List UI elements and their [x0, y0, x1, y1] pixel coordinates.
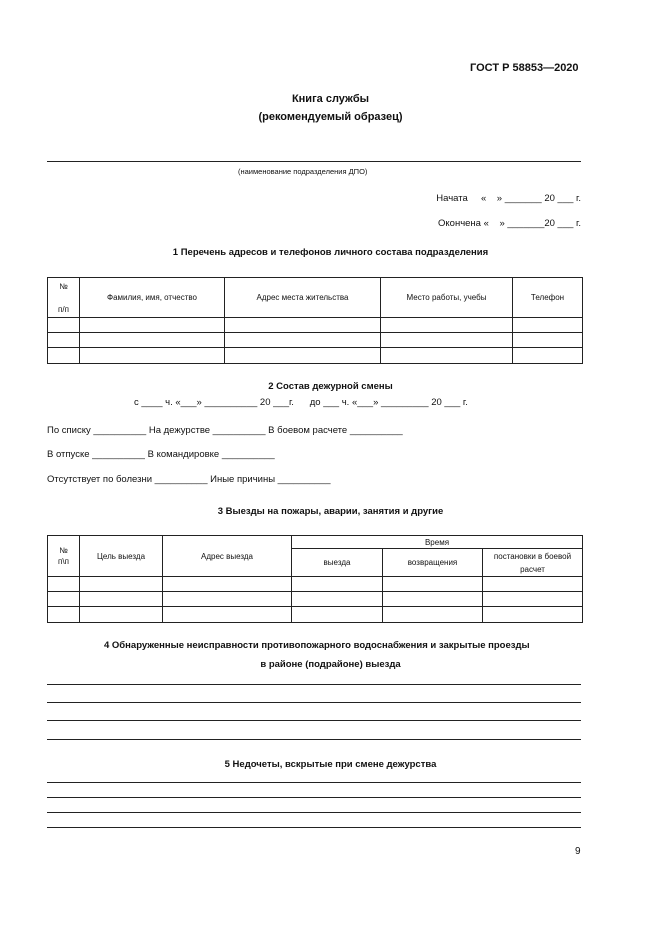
section3-heading: 3 Выезды на пожары, аварии, занятия и другие [217, 506, 444, 517]
roster-line-1: По списку __________ На дежурстве __________ В боевом расчете __________ [47, 425, 403, 436]
page-subtitle: (рекомендуемый образец) [258, 111, 403, 123]
document-id: ГОСТ Р 58853—2020 [470, 62, 579, 74]
page-number: 9 [575, 846, 581, 857]
table-cell[interactable] [292, 607, 383, 623]
table-cell[interactable] [225, 333, 381, 348]
table-cell[interactable] [483, 577, 583, 592]
col-ready-line1: постановки в боевой [493, 551, 572, 561]
col-number-header [48, 536, 80, 577]
section2-heading: 2 Состав дежурной смены [268, 381, 393, 392]
writing-line[interactable] [47, 827, 581, 828]
col-departure-header: выезда [292, 549, 383, 577]
col-number-header [48, 278, 80, 318]
org-name-caption: (наименование подразделения ДПО) [238, 167, 368, 176]
col-number-line1: № [59, 281, 68, 291]
table-cell[interactable] [381, 348, 513, 364]
table-cell[interactable] [383, 577, 483, 592]
table-row [48, 348, 583, 364]
table-cell[interactable] [163, 577, 292, 592]
table-row [48, 607, 583, 623]
page-title: Книга службы [291, 93, 370, 105]
col-return-header: возвращения [383, 549, 483, 577]
table-cell[interactable] [513, 333, 583, 348]
table-cell[interactable] [48, 348, 80, 364]
col-ready-header [483, 549, 583, 577]
table-cell[interactable] [80, 577, 163, 592]
col-time-header: Время [292, 536, 583, 549]
table-row [48, 333, 583, 348]
table-cell[interactable] [381, 333, 513, 348]
shift-period: с ____ ч. «___» __________ 20 ___г. до ___ ч. «___» _________ 20 ___ г. [134, 397, 468, 408]
table-cell[interactable] [48, 333, 80, 348]
table-cell[interactable] [383, 607, 483, 623]
table-cell[interactable] [381, 318, 513, 333]
writing-line[interactable] [47, 702, 581, 703]
roster-line-2: В отпуске __________ В командировке __________ [47, 449, 275, 460]
table-header-row [48, 536, 583, 549]
table-cell[interactable] [163, 592, 292, 607]
org-name-line [47, 161, 581, 162]
personnel-table [47, 277, 583, 364]
col-address-header: Адрес выезда [163, 536, 292, 577]
started-date: Начата « » _______ 20 ___ г. [436, 193, 581, 204]
dispatch-table [47, 535, 583, 623]
col-address-header: Адрес места жительства [225, 278, 381, 318]
table-cell[interactable] [483, 607, 583, 623]
table-cell[interactable] [383, 592, 483, 607]
col-work-header: Место работы, учебы [381, 278, 513, 318]
table-cell[interactable] [80, 333, 225, 348]
table-cell[interactable] [48, 592, 80, 607]
writing-line[interactable] [47, 812, 581, 813]
table-row [48, 577, 583, 592]
table-cell[interactable] [292, 577, 383, 592]
table-row [48, 318, 583, 333]
table-cell[interactable] [225, 348, 381, 364]
col-number-line2: п/п [58, 304, 69, 314]
section1-heading: 1 Перечень адресов и телефонов личного состава подразделения [172, 247, 489, 258]
table-cell[interactable] [80, 318, 225, 333]
table-header-row [48, 278, 583, 318]
writing-line[interactable] [47, 797, 581, 798]
col-number-line1: № [59, 546, 68, 555]
table-cell[interactable] [292, 592, 383, 607]
ended-date: Окончена « » _______20 ___ г. [438, 218, 581, 229]
section5-heading: 5 Недочеты, вскрытые при смене дежурства [224, 759, 437, 770]
table-cell[interactable] [48, 577, 80, 592]
writing-line[interactable] [47, 739, 581, 740]
table-cell[interactable] [80, 607, 163, 623]
table-cell[interactable] [80, 592, 163, 607]
table-cell[interactable] [163, 607, 292, 623]
table-cell[interactable] [225, 318, 381, 333]
col-number-line2: п\п [58, 557, 69, 566]
col-name-header: Фамилия, имя, отчество [80, 278, 225, 318]
table-cell[interactable] [513, 348, 583, 364]
writing-line[interactable] [47, 782, 581, 783]
section4-heading-line2: в районе (подрайоне) выезда [260, 659, 401, 670]
col-ready-line2: расчет [520, 564, 545, 574]
table-cell[interactable] [483, 592, 583, 607]
table-cell[interactable] [48, 607, 80, 623]
table-cell[interactable] [80, 348, 225, 364]
writing-line[interactable] [47, 684, 581, 685]
col-phone-header: Телефон [513, 278, 583, 318]
writing-line[interactable] [47, 720, 581, 721]
table-row [48, 592, 583, 607]
table-cell[interactable] [48, 318, 80, 333]
table-cell[interactable] [513, 318, 583, 333]
roster-line-3: Отсутствует по болезни __________ Иные причины __________ [47, 474, 331, 485]
section4-heading-line1: 4 Обнаруженные неисправности противопожарного водоснабжения и закрытые проезды [104, 640, 530, 651]
col-purpose-header: Цель выезда [80, 536, 163, 577]
